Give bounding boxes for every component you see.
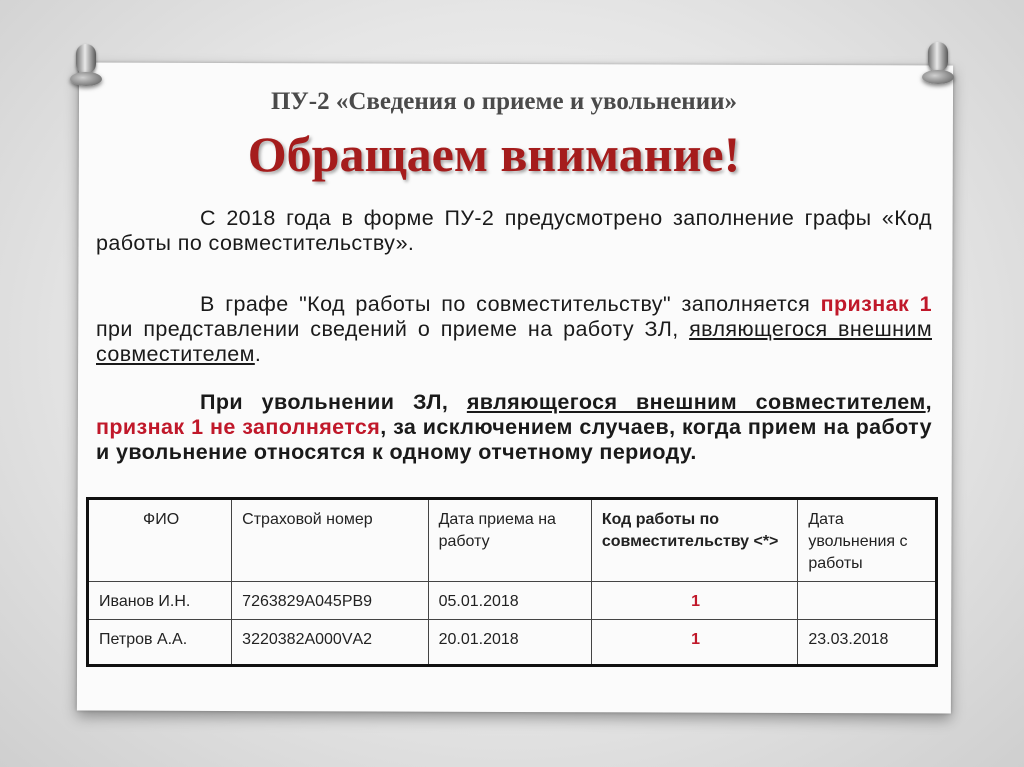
header-dismissal-date: Дата увольнения с работы [798, 499, 937, 582]
cell-fio: Петров А.А. [88, 620, 232, 666]
paragraph-3-comma: , [925, 390, 932, 414]
paragraph-2-underlined: являющегося внешним совместителем [96, 317, 932, 366]
cell-dismissal-date [798, 582, 937, 620]
table-row [88, 582, 937, 620]
paragraph-2-text-a: В графе "Код работы по совместительству" заполняется [200, 292, 821, 316]
cell-hire-date: 20.01.2018 [428, 620, 591, 666]
paragraph-2-text-b: при представлении сведений о приеме на работу ЗЛ, [96, 317, 690, 341]
cell-hire-date: 05.01.2018 [428, 582, 591, 620]
pushpin-icon [70, 44, 100, 88]
cell-insurance-number: 7263829А045РВ9 [232, 582, 428, 620]
paragraph-2-end: . [254, 342, 262, 366]
paragraph-3-highlight: признак 1 не заполняется [96, 415, 381, 439]
header-fio: ФИО [88, 499, 232, 582]
slide-title: Обращаем внимание! [247, 126, 741, 182]
paragraph-3-text-a: При увольнении ЗЛ, [200, 390, 467, 414]
paragraph-3-underlined: являющегося внешним совместителем [466, 390, 926, 414]
paragraph-3-text-b: , за исключением случаев, когда прием на работу и увольнение относятся к одному отчетному периоду. [96, 415, 932, 464]
header-insurance-number: Страховой номер [232, 499, 428, 582]
cell-insurance-number: 3220382А000VА2 [232, 620, 428, 666]
paragraph-3 [96, 390, 932, 465]
paragraph-2-highlight: признак 1 [820, 292, 932, 316]
paragraph-1-text: С 2018 года в форме ПУ-2 предусмотрено заполнение графы «Код работы по совместительству». [96, 206, 932, 255]
employee-table [86, 497, 938, 667]
cell-dismissal-date: 23.03.2018 [798, 620, 937, 666]
paragraph-1 [96, 206, 932, 256]
header-parttime-code: Код работы по совместительству <*> [591, 499, 798, 582]
pushpin-icon [922, 42, 952, 86]
cell-parttime-code: 1 [591, 620, 798, 666]
table-row [88, 620, 937, 666]
paragraph-2 [96, 292, 932, 367]
cell-fio: Иванов И.Н. [88, 582, 232, 620]
cell-parttime-code: 1 [591, 582, 798, 620]
table-header-row [88, 499, 937, 582]
header-hire-date: Дата приема на работу [428, 499, 591, 582]
slide-subtitle: ПУ-2 «Сведения о приеме и увольнении» [270, 88, 738, 115]
